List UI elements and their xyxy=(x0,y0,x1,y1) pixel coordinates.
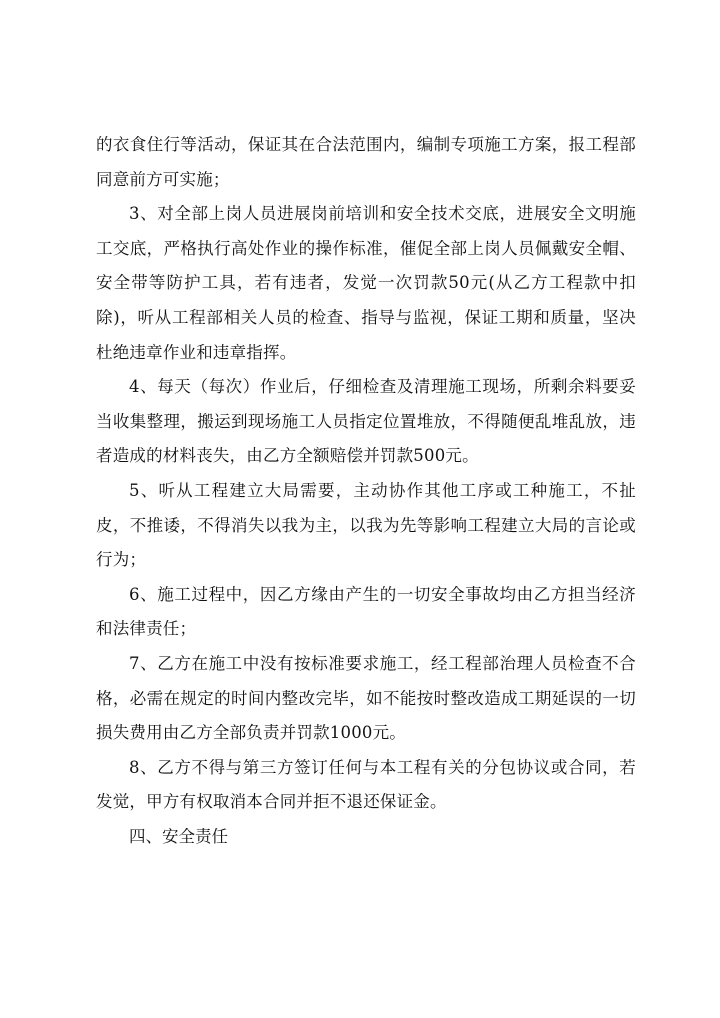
document-body xyxy=(96,128,636,854)
paragraph-item-4: 4、每天（每次）作业后，仔细检查及清理施工现场，所剩余料要妥当收集整理，搬运到现场施工人员指定位置堆放，不得随便乱堆乱放，违者造成的材料丧失，由乙方全额赔偿并罚款500元。 xyxy=(96,377,636,466)
paragraph-item-3: 3、对全部上岗人员进展岗前培训和安全技术交底，进展安全文明施工交底，严格执行高处作业的操作标准，催促全部上岗人员佩戴安全帽、安全带等防护工具，若有违者，发觉一次罚款50元(从乙方工程款中扣除)，听从工程部相关人员的检查、指导与监视，保证工期和质量，坚决杜绝违章作业和违章指挥。 xyxy=(96,204,636,362)
paragraph-continuation: 的衣食住行等活动，保证其在合法范围内，编制专项施工方案，报工程部同意前方可实施； xyxy=(96,135,636,189)
paragraph-item-6: 6、施工过程中，因乙方缘由产生的一切安全事故均由乙方担当经济和法律责任； xyxy=(96,584,636,639)
paragraph-item-8: 8、乙方不得与第三方签订任何与本工程有关的分包协议或合同，若发觉，甲方有权取消本合同并拒不退还保证金。 xyxy=(96,757,636,812)
paragraph-item-7: 7、乙方在施工中没有按标准要求施工，经工程部治理人员检查不合格，必需在规定的时间内整改完毕，如不能按时整改造成工期延误的一切损失费用由乙方全部负责并罚款1000元。 xyxy=(96,653,636,743)
section-heading: 四、安全责任 xyxy=(129,826,228,846)
paragraph-item-5: 5、听从工程建立大局需要，主动协作其他工序或工种施工，不扯皮，不推诿，不得消失以我为主，以我为先等影响工程建立大局的言论或行为； xyxy=(96,480,636,570)
